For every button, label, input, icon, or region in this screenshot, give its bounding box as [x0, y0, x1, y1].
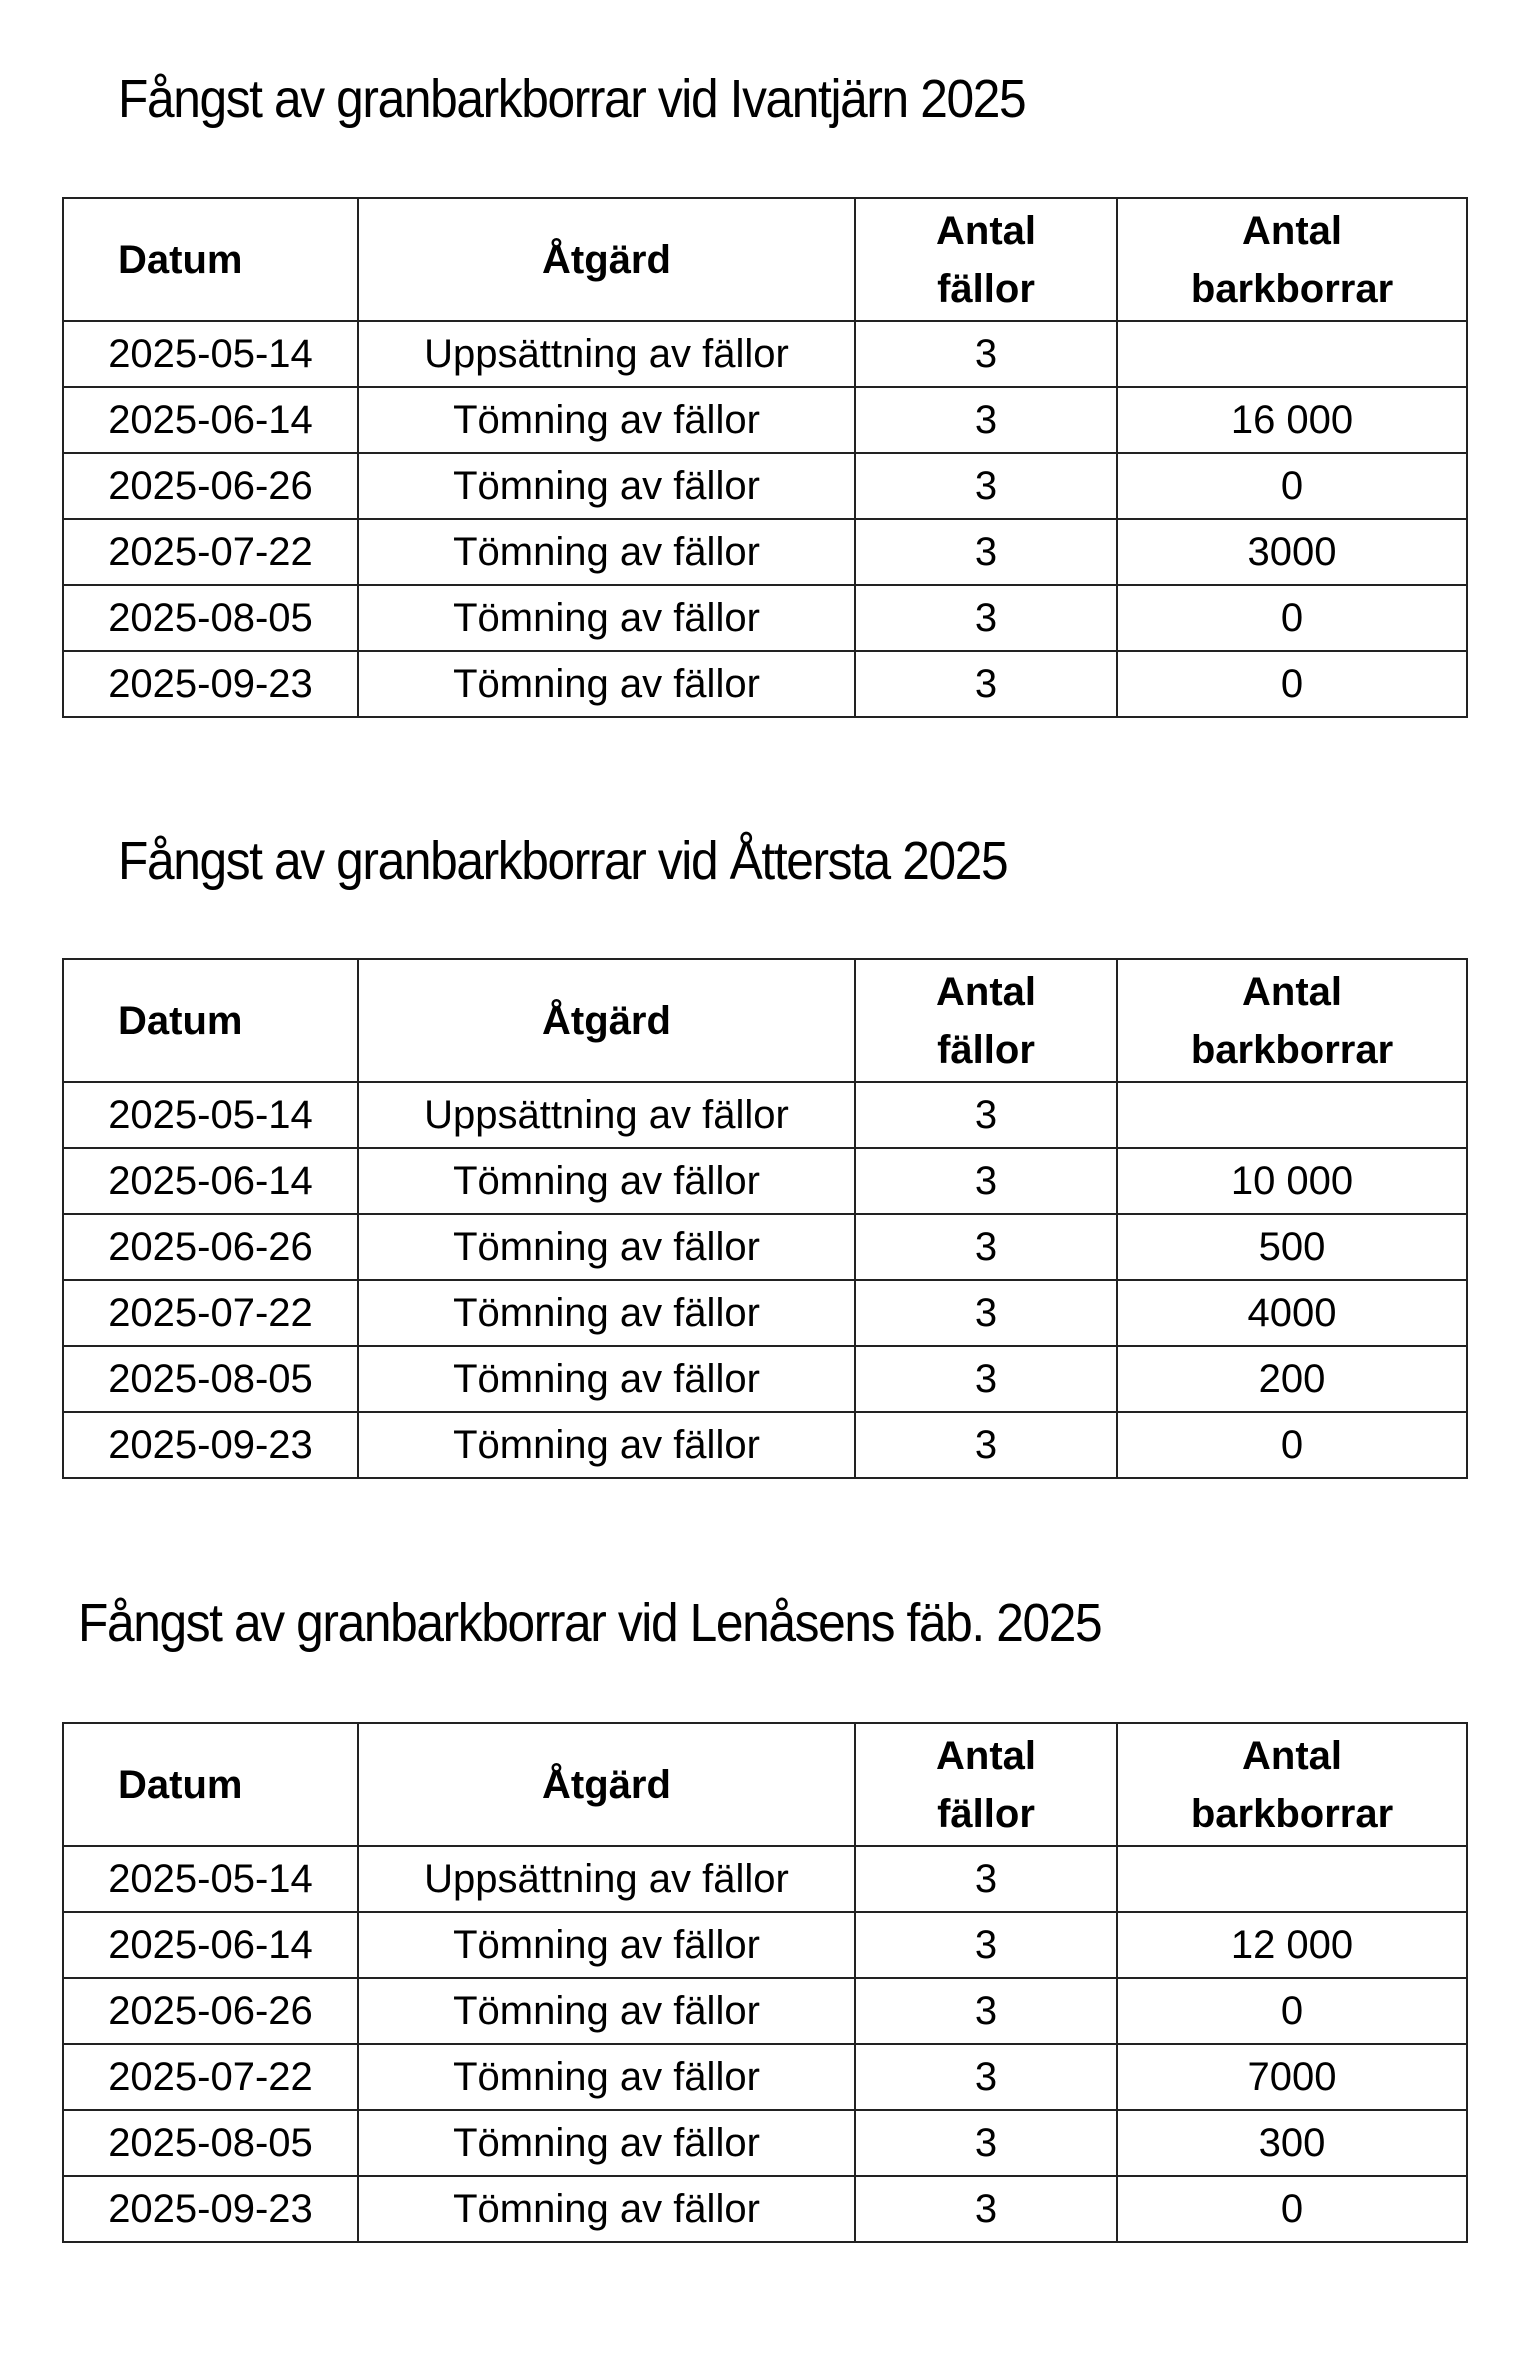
cell-antal-barkborrar: 4000 [1117, 1280, 1467, 1346]
cell-atgard: Tömning av fällor [358, 1214, 855, 1280]
cell-atgard: Uppsättning av fällor [358, 1082, 855, 1148]
cell-datum: 2025-08-05 [63, 1346, 358, 1412]
cell-antal-fallor: 3 [855, 1082, 1117, 1148]
table-row [63, 1912, 1467, 1978]
header-datum: Datum [63, 959, 358, 1082]
cell-datum: 2025-06-26 [63, 1978, 358, 2044]
cell-antal-fallor: 3 [855, 453, 1117, 519]
table-row [63, 1412, 1467, 1478]
header-antal-fallor [855, 198, 1117, 321]
header-antal-fallor [855, 959, 1117, 1082]
cell-atgard: Tömning av fällor [358, 1412, 855, 1478]
cell-datum: 2025-07-22 [63, 519, 358, 585]
header-atgard: Åtgärd [358, 959, 855, 1082]
cell-antal-fallor: 3 [855, 1912, 1117, 1978]
table-row [63, 453, 1467, 519]
header-antal-fallor-line2: fällor [937, 1791, 1035, 1836]
cell-datum: 2025-06-14 [63, 1148, 358, 1214]
cell-antal-fallor: 3 [855, 519, 1117, 585]
cell-datum: 2025-06-14 [63, 1912, 358, 1978]
header-antal-fallor-line1: Antal [936, 208, 1036, 253]
header-antal-fallor-line2: fällor [937, 266, 1035, 311]
cell-antal-barkborrar: 16 000 [1117, 387, 1467, 453]
cell-atgard: Uppsättning av fällor [358, 321, 855, 387]
cell-atgard: Tömning av fällor [358, 1346, 855, 1412]
cell-antal-fallor: 3 [855, 1148, 1117, 1214]
cell-atgard: Tömning av fällor [358, 453, 855, 519]
catch-table-lenasens [62, 1722, 1468, 2243]
table-title-attersta: Fångst av granbarkborrar vid Åttersta 2025 [118, 831, 1008, 891]
header-antal-barkborrar-line1: Antal [1242, 969, 1342, 1014]
cell-datum: 2025-07-22 [63, 1280, 358, 1346]
cell-antal-barkborrar [1117, 321, 1467, 387]
cell-antal-barkborrar: 0 [1117, 2176, 1467, 2242]
table-row [63, 1846, 1467, 1912]
header-antal-barkborrar-line2: barkborrar [1190, 266, 1394, 311]
cell-antal-barkborrar: 0 [1117, 1978, 1467, 2044]
table-row [63, 2110, 1467, 2176]
cell-antal-fallor: 3 [855, 1978, 1117, 2044]
table-row [63, 1978, 1467, 2044]
cell-antal-barkborrar: 7000 [1117, 2044, 1467, 2110]
table-title-lenasens: Fångst av granbarkborrar vid Lenåsens fäb. 2025 [78, 1593, 1102, 1653]
cell-atgard: Uppsättning av fällor [358, 1846, 855, 1912]
table-row [63, 321, 1467, 387]
cell-antal-barkborrar: 0 [1117, 651, 1467, 717]
cell-datum: 2025-06-26 [63, 453, 358, 519]
header-antal-barkborrar-line1: Antal [1242, 1733, 1342, 1778]
cell-antal-fallor: 3 [855, 2176, 1117, 2242]
table-row [63, 1346, 1467, 1412]
cell-atgard: Tömning av fällor [358, 1148, 855, 1214]
cell-datum: 2025-08-05 [63, 585, 358, 651]
cell-datum: 2025-05-14 [63, 1846, 358, 1912]
header-antal-fallor-line1: Antal [936, 969, 1036, 1014]
cell-datum: 2025-09-23 [63, 1412, 358, 1478]
header-antal-barkborrar [1117, 959, 1467, 1082]
header-row [63, 1723, 1467, 1846]
table-row [63, 2176, 1467, 2242]
header-row [63, 959, 1467, 1082]
header-datum: Datum [63, 198, 358, 321]
cell-atgard: Tömning av fällor [358, 1978, 855, 2044]
cell-antal-fallor: 3 [855, 2044, 1117, 2110]
cell-antal-fallor: 3 [855, 1280, 1117, 1346]
cell-datum: 2025-05-14 [63, 1082, 358, 1148]
table-row [63, 519, 1467, 585]
cell-atgard: Tömning av fällor [358, 1912, 855, 1978]
cell-antal-barkborrar [1117, 1846, 1467, 1912]
cell-antal-fallor: 3 [855, 1214, 1117, 1280]
cell-antal-fallor: 3 [855, 387, 1117, 453]
cell-datum: 2025-06-26 [63, 1214, 358, 1280]
header-antal-barkborrar-line2: barkborrar [1190, 1027, 1394, 1072]
cell-antal-barkborrar [1117, 1082, 1467, 1148]
cell-atgard: Tömning av fällor [358, 519, 855, 585]
cell-datum: 2025-09-23 [63, 2176, 358, 2242]
cell-antal-fallor: 3 [855, 585, 1117, 651]
cell-datum: 2025-07-22 [63, 2044, 358, 2110]
cell-antal-fallor: 3 [855, 1412, 1117, 1478]
cell-antal-barkborrar: 10 000 [1117, 1148, 1467, 1214]
table-row [63, 1214, 1467, 1280]
cell-datum: 2025-09-23 [63, 651, 358, 717]
cell-atgard: Tömning av fällor [358, 2110, 855, 2176]
header-atgard: Åtgärd [358, 1723, 855, 1846]
cell-antal-fallor: 3 [855, 321, 1117, 387]
cell-atgard: Tömning av fällor [358, 585, 855, 651]
cell-antal-barkborrar: 3000 [1117, 519, 1467, 585]
cell-antal-barkborrar: 12 000 [1117, 1912, 1467, 1978]
cell-atgard: Tömning av fällor [358, 1280, 855, 1346]
header-antal-barkborrar [1117, 1723, 1467, 1846]
header-antal-barkborrar-line2: barkborrar [1190, 1791, 1394, 1836]
cell-datum: 2025-06-14 [63, 387, 358, 453]
cell-atgard: Tömning av fällor [358, 2176, 855, 2242]
cell-atgard: Tömning av fällor [358, 2044, 855, 2110]
table-row [63, 2044, 1467, 2110]
cell-antal-fallor: 3 [855, 1846, 1117, 1912]
cell-atgard: Tömning av fällor [358, 387, 855, 453]
table-row [63, 1082, 1467, 1148]
cell-antal-barkborrar: 500 [1117, 1214, 1467, 1280]
table-row [63, 1148, 1467, 1214]
cell-antal-fallor: 3 [855, 2110, 1117, 2176]
header-row [63, 198, 1467, 321]
cell-antal-barkborrar: 300 [1117, 2110, 1467, 2176]
header-atgard: Åtgärd [358, 198, 855, 321]
table-row [63, 387, 1467, 453]
cell-datum: 2025-08-05 [63, 2110, 358, 2176]
header-antal-barkborrar [1117, 198, 1467, 321]
cell-antal-barkborrar: 0 [1117, 1412, 1467, 1478]
header-antal-barkborrar-line1: Antal [1242, 208, 1342, 253]
cell-antal-fallor: 3 [855, 1346, 1117, 1412]
table-row [63, 585, 1467, 651]
header-datum: Datum [63, 1723, 358, 1846]
header-antal-fallor [855, 1723, 1117, 1846]
header-antal-fallor-line2: fällor [937, 1027, 1035, 1072]
cell-antal-fallor: 3 [855, 651, 1117, 717]
catch-table-ivantjarn [62, 197, 1468, 718]
catch-table-attersta [62, 958, 1468, 1479]
cell-antal-barkborrar: 0 [1117, 585, 1467, 651]
table-row [63, 651, 1467, 717]
cell-datum: 2025-05-14 [63, 321, 358, 387]
header-antal-fallor-line1: Antal [936, 1733, 1036, 1778]
cell-antal-barkborrar: 200 [1117, 1346, 1467, 1412]
cell-atgard: Tömning av fällor [358, 651, 855, 717]
table-title-ivantjarn: Fångst av granbarkborrar vid Ivantjärn 2025 [118, 69, 1026, 129]
cell-antal-barkborrar: 0 [1117, 453, 1467, 519]
table-row [63, 1280, 1467, 1346]
